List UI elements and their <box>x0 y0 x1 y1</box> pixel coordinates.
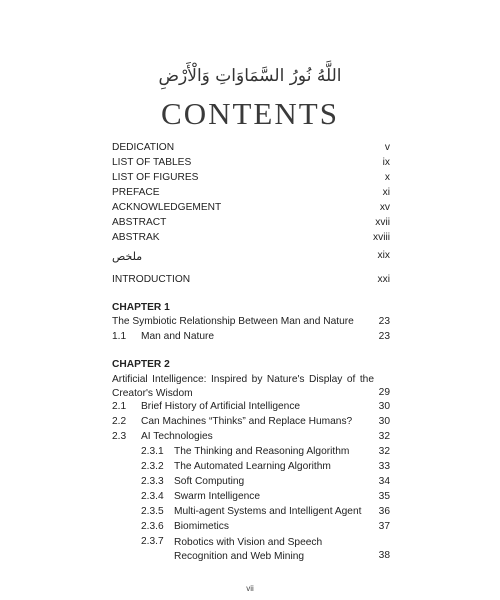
toc-entry-page: 32 <box>378 431 390 442</box>
toc-entry-number: 2.3 <box>112 431 127 442</box>
toc-entry-page: xv <box>379 202 390 213</box>
toc-entry-2-1[interactable] <box>112 401 390 415</box>
toc-entry-page: 37 <box>378 521 390 532</box>
toc-entry-number: 2.3.4 <box>141 491 164 502</box>
toc-entry-dedication[interactable] <box>112 142 390 156</box>
toc-entry-arabic-abstract[interactable] <box>112 250 390 264</box>
toc-entry-number: 2.3.3 <box>141 476 164 487</box>
toc-entry-label: Artificial Intelligence: Inspired by Nature's Display of the Creator's Wisdom <box>112 374 374 399</box>
page-title: CONTENTS <box>161 96 339 131</box>
toc-entry-2-3-1[interactable] <box>112 446 390 460</box>
toc-entry-page: 30 <box>378 416 390 427</box>
toc-entry-page: xi <box>382 187 390 198</box>
toc-entry-introduction[interactable] <box>112 274 390 288</box>
toc-entry-label: LIST OF FIGURES <box>112 172 199 183</box>
toc-entry-page: ix <box>382 157 390 168</box>
toc-entry-label: ABSTRAK <box>112 232 160 243</box>
toc-entry-label: AI Technologies <box>141 431 213 442</box>
toc-entry-label: ملخص <box>112 250 143 263</box>
toc-entry-label: Biomimetics <box>174 521 229 532</box>
toc-entry-label: Brief History of Artificial Intelligence <box>141 401 301 412</box>
toc-entry-page: 36 <box>378 506 390 517</box>
toc-entry-2-3-2[interactable] <box>112 461 390 475</box>
toc-entry-page: 34 <box>378 476 390 487</box>
toc-entry-page: xvii <box>375 217 390 228</box>
toc-entry-label: The Symbiotic Relationship Between Man and Nature <box>112 316 354 327</box>
toc-entry-label: Soft Computing <box>174 476 245 487</box>
toc-entry-label: ACKNOWLEDGEMENT <box>112 202 222 213</box>
page-number: vii <box>246 584 254 593</box>
toc-entry-number: 2.1 <box>112 401 127 412</box>
toc-entry-label: The Automated Learning Algorithm <box>174 461 331 472</box>
toc-entry-label: Man and Nature <box>141 331 215 342</box>
toc-entry-page: 38 <box>378 550 390 561</box>
toc-entry-label: PREFACE <box>112 187 160 198</box>
toc-entry-number: 2.3.5 <box>141 506 164 517</box>
toc-entry-label: LIST OF TABLES <box>112 157 192 168</box>
toc-entry-2-3-6[interactable] <box>112 521 390 535</box>
toc-entry-label: Can Machines “Thinks” and Replace Humans? <box>141 416 353 427</box>
toc-entry-label: Multi-agent Systems and Intelligent Agent <box>174 506 362 517</box>
toc-entry-2-3[interactable] <box>112 431 390 445</box>
toc-entry-chapter-1-title[interactable] <box>112 316 390 330</box>
toc-entry-label: ABSTRACT <box>112 217 167 228</box>
toc-entry-page: 32 <box>378 446 390 457</box>
toc-entry-2-3-4[interactable] <box>112 491 390 505</box>
toc-entry-page: xix <box>377 250 390 261</box>
toc-entry-number: 2.3.7 <box>141 536 164 547</box>
chapter-2-heading: CHAPTER 2 <box>112 359 170 370</box>
toc-entry-page: xxi <box>377 274 390 285</box>
toc-entry-page: xviii <box>373 232 390 243</box>
toc-entry-label: The Thinking and Reasoning Algorithm <box>174 446 350 457</box>
toc-entry-label: Robotics with Vision and Speech Recognition and Web Mining <box>174 537 323 562</box>
toc-entry-page: 33 <box>378 461 390 472</box>
toc-entry-list-of-tables[interactable] <box>112 157 390 171</box>
toc-entry-page: 30 <box>378 401 390 412</box>
toc-entry-number: 1.1 <box>112 331 127 342</box>
toc-entry-page: 23 <box>378 316 390 327</box>
toc-entry-number: 2.3.2 <box>141 461 164 472</box>
toc-entry-2-3-3[interactable] <box>112 476 390 490</box>
toc-entry-number: 2.3.1 <box>141 446 164 457</box>
toc-entry-chapter-2-title[interactable] <box>112 373 390 401</box>
toc-entry-page: 35 <box>378 491 390 502</box>
toc-entry-number: 2.2 <box>112 416 127 427</box>
toc-entry-page: v <box>384 142 390 153</box>
chapter-1-heading: CHAPTER 1 <box>112 302 170 313</box>
toc-entry-preface[interactable] <box>112 187 390 201</box>
toc-entry-2-3-7[interactable] <box>112 536 390 564</box>
toc-entry-1-1[interactable] <box>112 331 390 345</box>
toc-entry-page: x <box>384 172 390 183</box>
toc-entry-abstract[interactable] <box>112 217 390 231</box>
toc-entry-label: DEDICATION <box>112 142 175 153</box>
toc-entry-2-2[interactable] <box>112 416 390 430</box>
toc-entry-number: 2.3.6 <box>141 521 164 532</box>
toc-entry-list-of-figures[interactable] <box>112 172 390 186</box>
toc-entry-page: 29 <box>378 387 390 398</box>
toc-entry-label: Swarm Intelligence <box>174 491 261 502</box>
toc-entry-page: 23 <box>378 331 390 342</box>
toc-entry-abstrak[interactable] <box>112 232 390 246</box>
toc-entry-2-3-5[interactable] <box>112 506 390 520</box>
toc-entry-label: INTRODUCTION <box>112 274 191 285</box>
toc-entry-acknowledgement[interactable] <box>112 202 390 216</box>
arabic-verse-heading: اللَّهُ نُورُ السَّمَاوَاتِ وَالْأَرْضِ <box>158 66 342 86</box>
